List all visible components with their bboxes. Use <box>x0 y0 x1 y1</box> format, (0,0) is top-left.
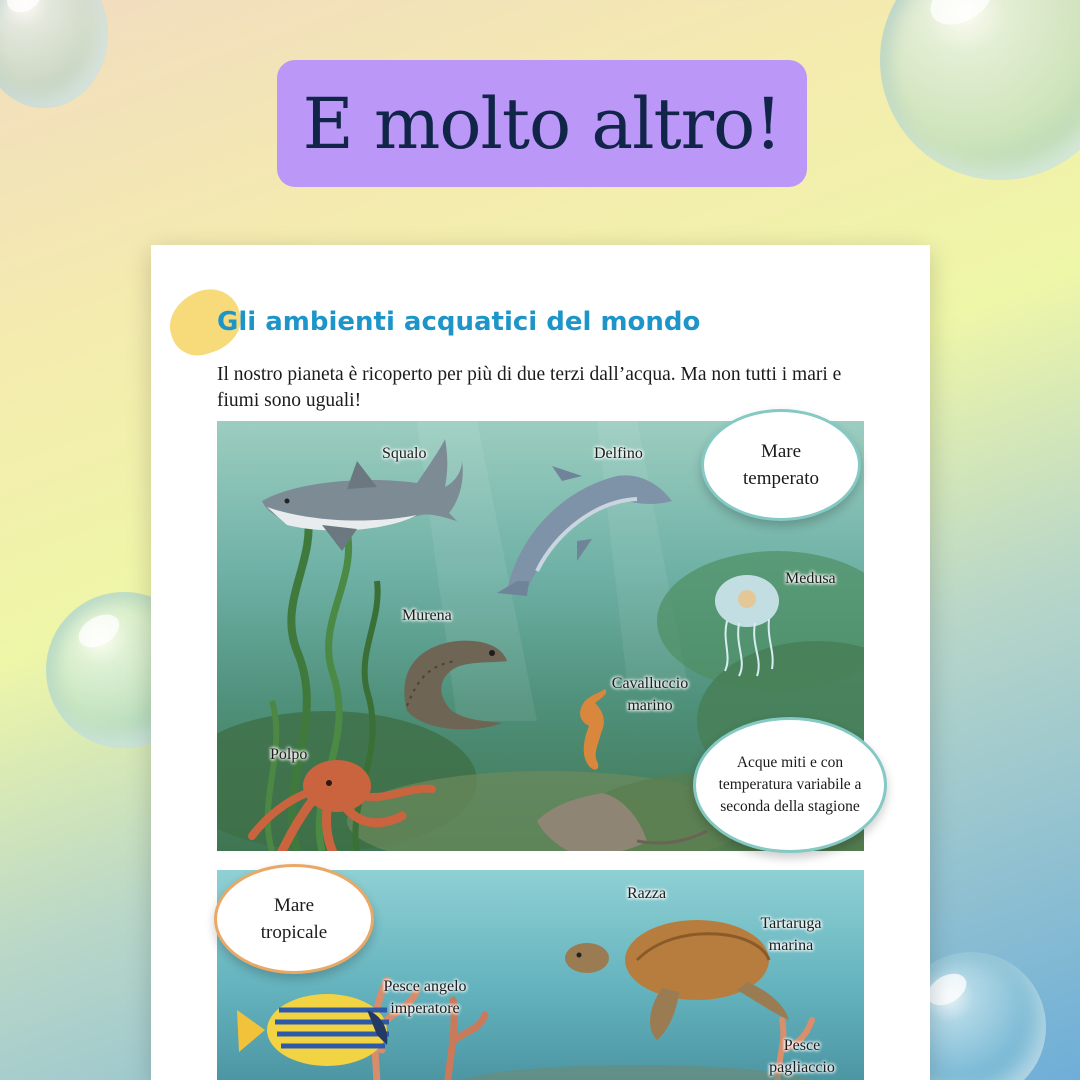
label-dolphin: Delfino <box>594 445 643 462</box>
callout-description-text: Acque miti e con temperatura variabile a seconda della stagione <box>718 754 862 815</box>
label-angelfish: Pesce angelo imperatore <box>383 978 467 1017</box>
label-ray: Razza <box>627 885 667 902</box>
callout-temperate-description <box>693 717 887 853</box>
label-seahorse: Cavalluccio marino <box>611 675 689 714</box>
page-intro: Il nostro pianeta è ricoperto per più di due terzi dall’acqua. Ma non tutti i mari e fiumi sono uguali! <box>217 364 842 411</box>
bubble-decoration <box>880 0 1080 180</box>
label-turtle: Tartaruga marina <box>760 915 822 954</box>
callout-tropical-sea <box>214 864 374 974</box>
callout-temperate-sea <box>701 409 861 521</box>
page-title: Gli ambienti acquatici del mondo <box>217 307 701 337</box>
callout-temperate-text: Mare temperato <box>743 441 819 489</box>
callout-tropical-text: Mare tropicale <box>260 895 328 943</box>
label-shark: Squalo <box>382 445 427 462</box>
bubble-decoration <box>0 0 108 108</box>
headline-text: E molto altro! <box>302 82 782 165</box>
label-moray: Murena <box>402 607 452 624</box>
label-jellyfish: Medusa <box>785 570 836 587</box>
label-octopus: Polpo <box>270 746 308 763</box>
label-clownfish: Pesce pagliaccio <box>769 1037 835 1076</box>
headline-banner <box>277 60 807 187</box>
